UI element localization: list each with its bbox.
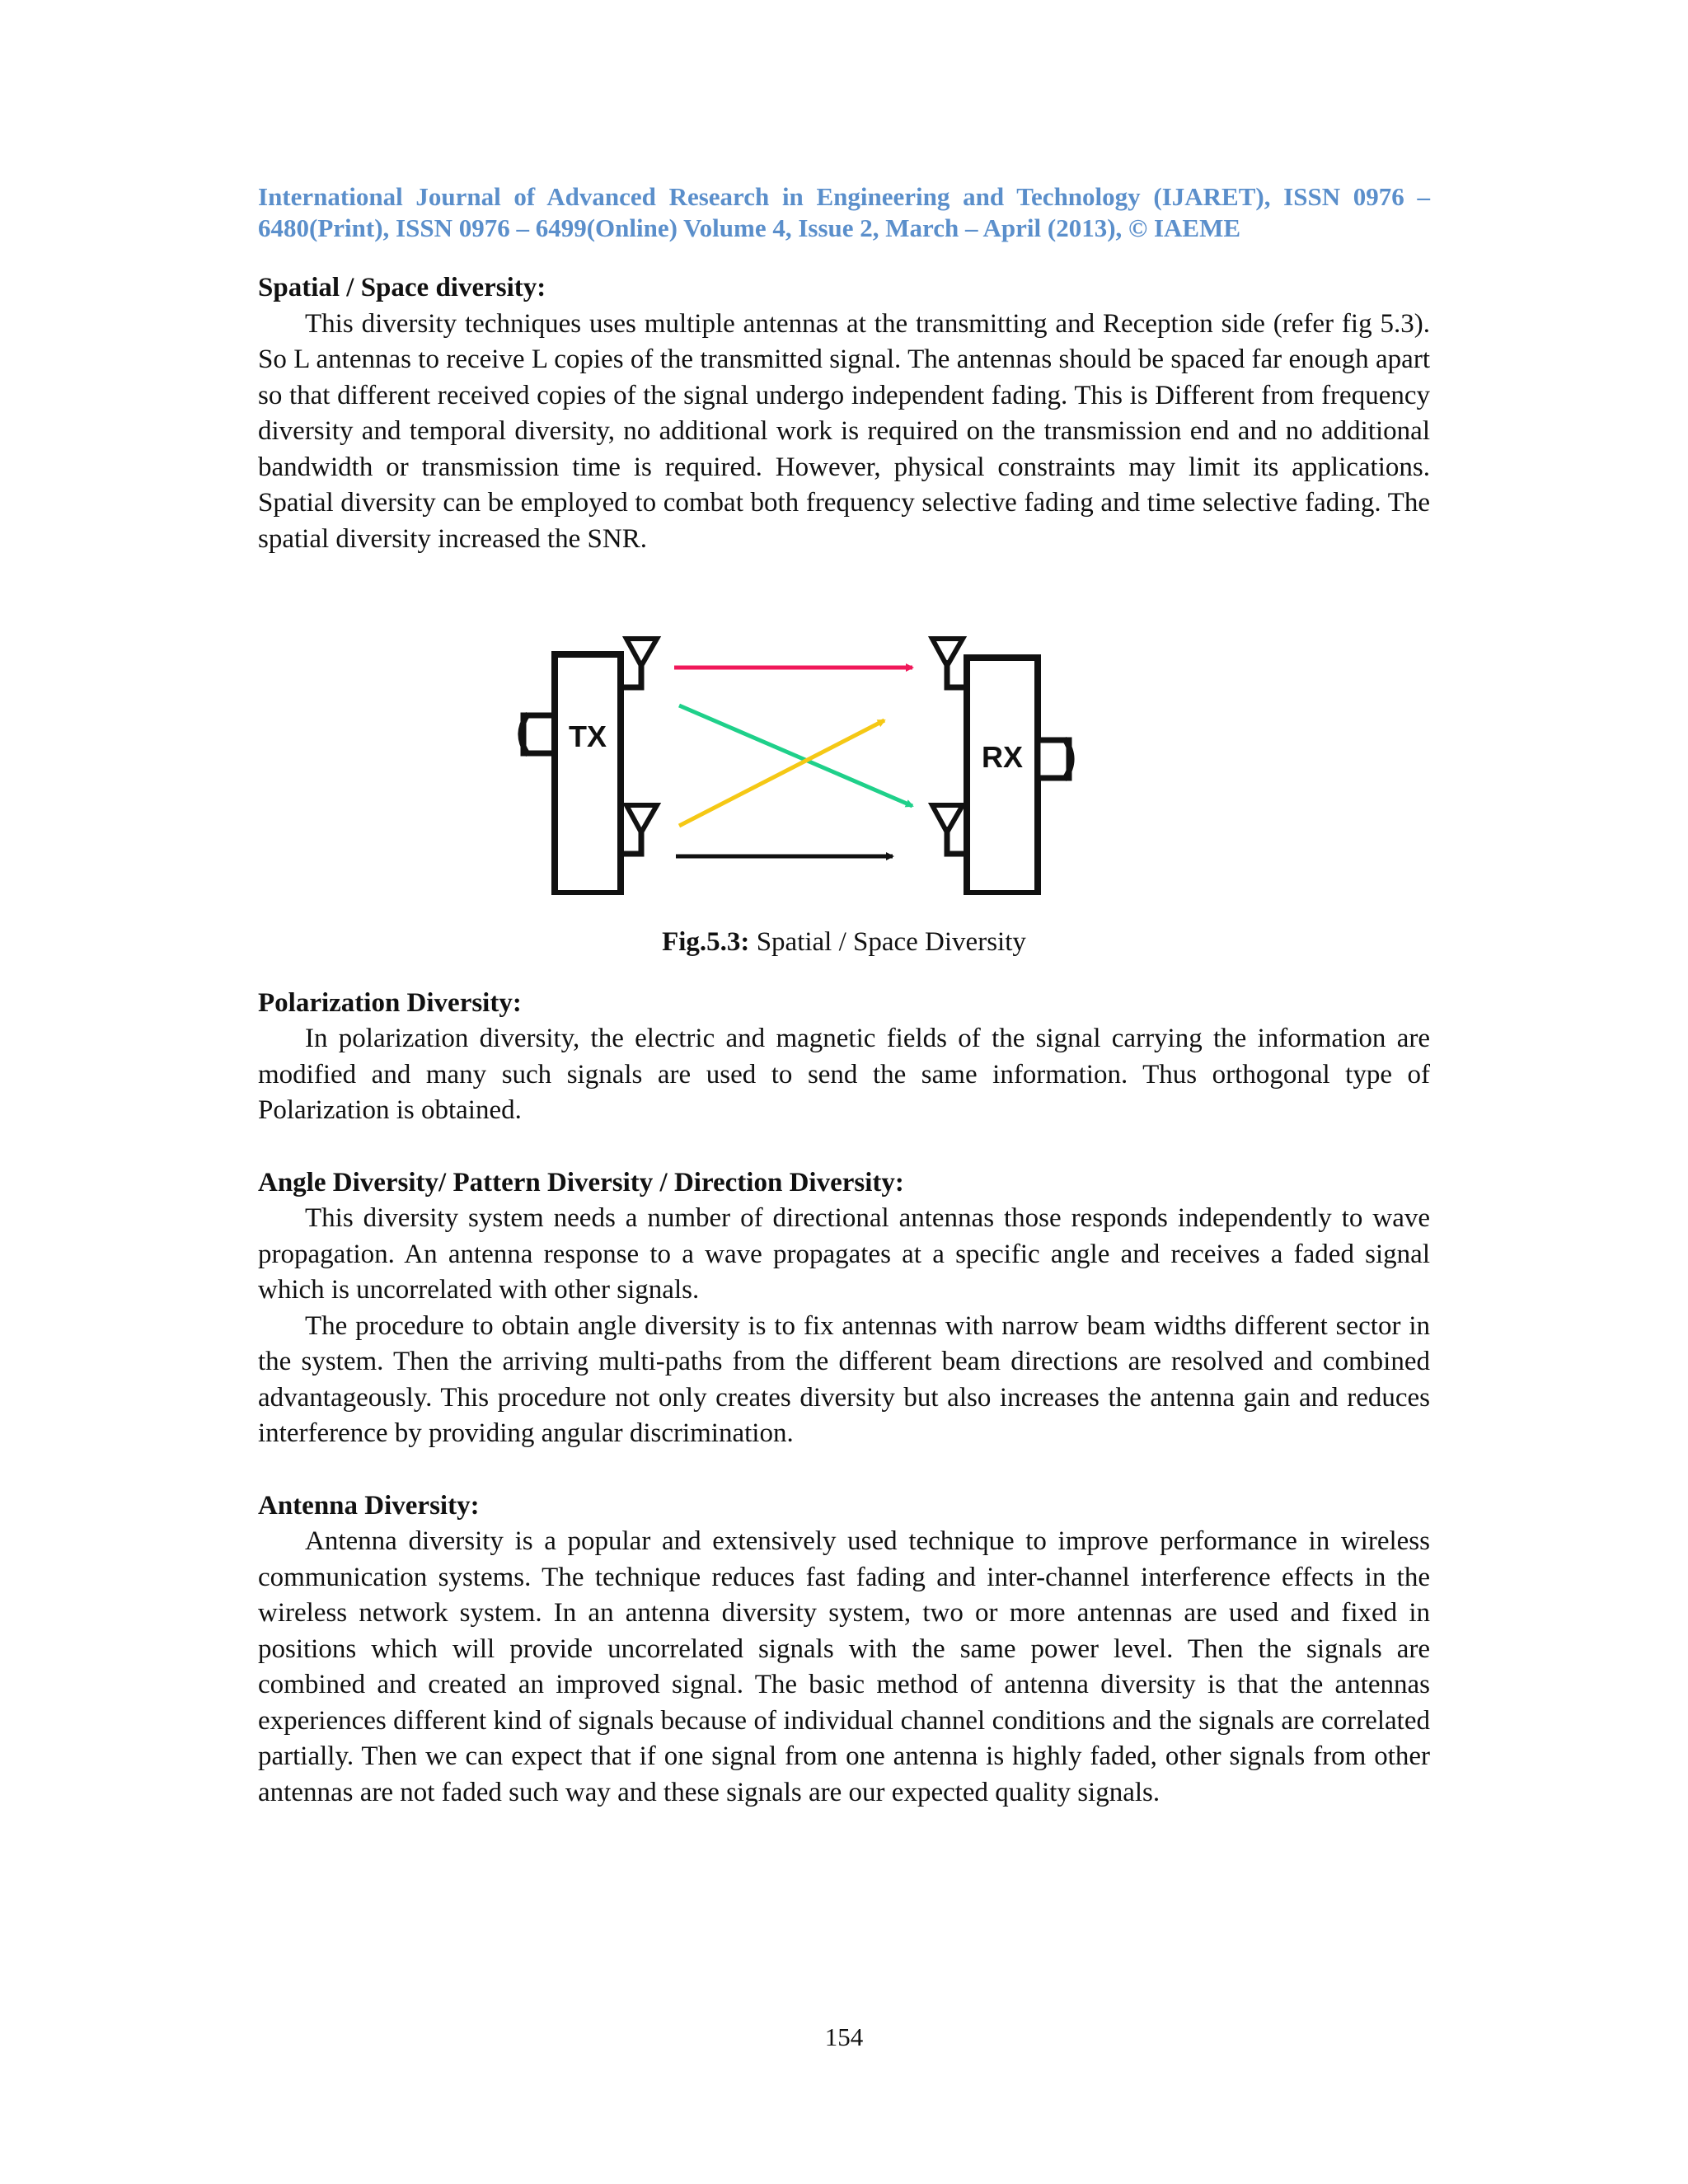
rx-antenna-bottom-icon [932, 805, 967, 854]
signal-path-green [679, 705, 912, 806]
section-paragraph: This diversity system needs a number of directional antennas those responds independently to wave propagation. An antenna response to a wave propagates at a specific angle and receives a faded signal which is uncorrelated with other signals. [258, 1203, 1430, 1305]
rx-connector-icon [1038, 738, 1071, 780]
section-heading: Angle Diversity/ Pattern Diversity / Direction Diversity: [258, 1167, 904, 1197]
section-angle-diversity [258, 1165, 1430, 1452]
figure-caption-label: Fig.5.3: [662, 927, 750, 957]
paper-page [258, 181, 1430, 1811]
section-antenna-diversity [258, 1488, 1430, 1811]
rx-label: RX [981, 740, 1024, 774]
tx-connector-icon [521, 714, 555, 755]
tx-antenna-top-icon [621, 639, 657, 687]
tx-box [555, 654, 621, 893]
journal-header: International Journal of Advanced Research in Engineering and Technology (IJARET), ISSN 0976 – 6480(Print), ISSN 0976 – 6499(Online) Volume 4, Issue 2, March – April (2013), © IAEME [258, 182, 1430, 242]
page-number: 154 [824, 2022, 864, 2051]
section-paragraph: In polarization diversity, the electric and magnetic fields of the signal carrying the information are modified and many such signals are used to send the same information. Thus orthogonal type of Polarization is obtained. [258, 1024, 1430, 1125]
section-heading: Antenna Diversity: [258, 1490, 480, 1521]
section-paragraph: The procedure to obtain angle diversity is to fix antennas with narrow beam widths different sector in the system. Then the arriving multi-paths from the different beam directions are resolved and combined advantageously. This procedure not only creates diversity but also increases the antenna gain and reduces interference by providing angular discrimination. [258, 1310, 1430, 1448]
section-heading: Spatial / Space diversity: [258, 273, 546, 302]
figure-caption-text: Spatial / Space Diversity [749, 927, 1026, 957]
figure-caption [258, 925, 1430, 961]
spatial-diversity-diagram [512, 631, 1171, 895]
section-polarization-diversity [258, 986, 1430, 1129]
signal-path-yellow [679, 720, 884, 826]
rx-antenna-top-icon [932, 639, 967, 687]
section-paragraph: Antenna diversity is a popular and extensively used technique to improve performance in wireless communication systems. The technique reduces fast fading and inter-channel interference effects in the wireless network system. In an antenna diversity system, two or more antennas are used and fixed in positions which will provide uncorrelated signals with the same power level. Then the signals are combined and created an improved signal. The basic method of antenna diversity is that the antennas experiences different kind of signals because of individual channel conditions and the signals are correlated partially. Then we can expect that if one signal from one antenna is highly faded, other signals from other antennas are not faded such way and these signals are our expected quality signals. [258, 1526, 1430, 1807]
rx-box [967, 658, 1038, 893]
figure-spatial-diversity [258, 631, 1430, 895]
tx-antenna-bottom-icon [621, 805, 657, 854]
section-heading: Polarization Diversity: [258, 987, 522, 1018]
section-paragraph: This diversity techniques uses multiple antennas at the transmitting and Reception side (refer fig 5.3). So L antennas to receive L copies of the transmitted signal. The antennas should be spaced far enough apart so that different received copies of the signal undergo independent fading. This is Different from frequency diversity and temporal diversity, no additional work is required on the transmission end and no additional bandwidth or transmission time is required. However, physical constraints may limit its applications. Spatial diversity can be employed to combat both frequency selective fading and time selective fading. The spatial diversity increased the SNR. [258, 308, 1430, 554]
section-spatial-diversity [258, 270, 1430, 557]
tx-label: TX [568, 719, 607, 753]
